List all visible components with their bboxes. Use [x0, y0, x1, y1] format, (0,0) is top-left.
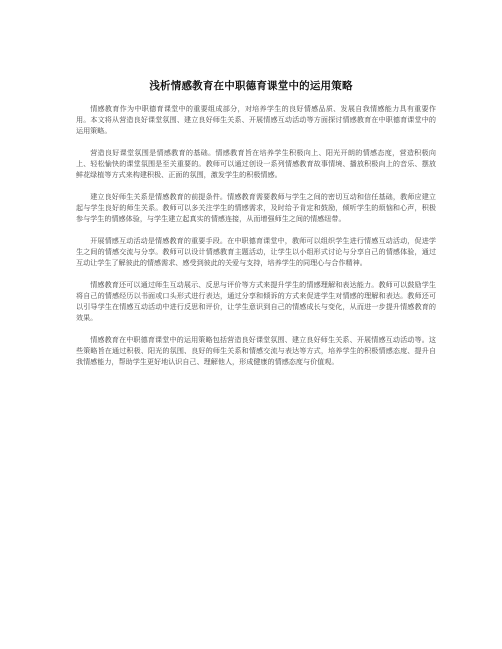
paragraph-interactive-activities: 开展情感互动活动是情感教育的重要手段。在中职德育课堂中，教师可以组织学生进行情感互动活动，促进学生之间的情感交流与分享。教师可以设计情感教育主题活动，让学生以小组形式讨论与分享自己的情感体验，通过互动让学生了解彼此的情感需求、感受到彼此的关爱与支持，培养学生的同理心与合作精神。: [76, 236, 436, 267]
paragraph-teacher-student-relationship: 建立良好师生关系是情感教育的前提条件。情感教育需要教师与学生之间的密切互动和信任基础，教师应建立起与学生良好的师生关系。教师可以多关注学生的情感需求，及时给予肯定和鼓励，倾听学生的烦恼和心声，积极参与学生的情感体验，与学生建立起真实的情感连接，从而增强师生之间的情感纽带。: [76, 192, 436, 223]
document-body: [76, 103, 436, 378]
paragraph-classroom-atmosphere: 营造良好课堂氛围是情感教育的基础。情感教育旨在培养学生积极向上、阳光开朗的情感态度，营造积极向上、轻松愉快的课堂氛围是至关重要的。教师可以通过创设一系列情感教育故事情境、播放积极向上的音乐、摆放鲜花绿植等方式来构建积极、正面的氛围，激发学生的积极情感。: [76, 148, 436, 179]
document-title: 浅析情感教育在中职德育课堂中的运用策略: [149, 80, 353, 92]
paragraph-conclusion: 情感教育在中职德育课堂中的运用策略包括营造良好课堂氛围、建立良好师生关系、开展情感互动活动等。这些策略旨在通过积极、阳光的氛围、良好的师生关系和情感交流与表达等方式，培养学生的积极情感态度、提升自我情感能力，帮助学生更好地认识自己、理解他人，形成健康的情感态度与价值观。: [76, 335, 436, 366]
paragraph-intro: 情感教育作为中职德育课堂中的重要组成部分，对培养学生的良好情感品质、发展自我情感能力具有重要作用。本文将从营造良好课堂氛围、建立良好师生关系、开展情感互动活动等方面探讨情感教育在中职德育课堂中的运用策略。: [76, 104, 436, 135]
paragraph-reflection-evaluation: 情感教育还可以通过师生互动展示、反思与评价等方式来提升学生的情感理解和表达能力。教师可以鼓励学生将自己的情感经历以书面或口头形式进行表达，通过分享和倾诉的方式来促进学生对情感的理解和表达。教师还可以引导学生在情感互动活动中进行反思和评价，让学生意识到自己的情感成长与变化，从而进一步提升情感教育的效果。: [76, 280, 436, 322]
